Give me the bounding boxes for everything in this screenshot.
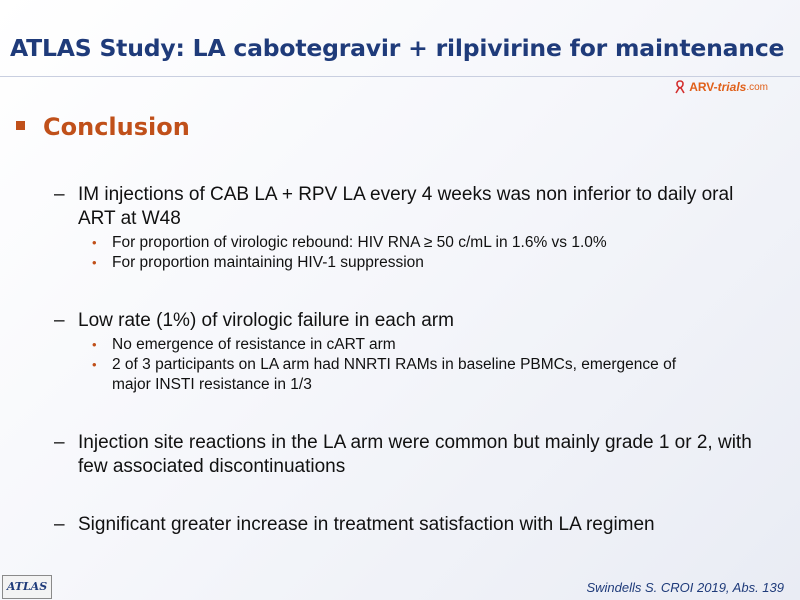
- ribbon-icon: [673, 80, 687, 94]
- arv-trials-logo: [673, 78, 768, 96]
- heading-text: Conclusion: [43, 113, 190, 141]
- logo-text-trials: trials: [717, 80, 747, 94]
- study-badge: ATLAS: [2, 575, 52, 599]
- point-text: Low rate (1%) of virologic failure in each arm: [78, 310, 454, 331]
- dash-icon: –: [54, 184, 65, 205]
- citation: Swindells S. CROI 2019, Abs. 139: [586, 580, 784, 595]
- logo-text-arv: ARV-: [689, 80, 718, 94]
- conclusion-point-3: [54, 431, 754, 479]
- conclusion-point-1: [54, 183, 774, 273]
- conclusion-point-4: [54, 513, 774, 537]
- sub-point-text: For proportion of virologic rebound: HIV RNA ≥ 50 c/mL in 1.6% vs 1.0%: [112, 234, 607, 251]
- point-text: Injection site reactions in the LA arm were common but mainly grade 1 or 2, with few associated discontinuations: [78, 432, 752, 477]
- sub-point-text: For proportion maintaining HIV-1 suppression: [112, 254, 424, 271]
- bullet-icon: •: [92, 337, 97, 352]
- bullet-icon: •: [92, 235, 97, 250]
- bullet-icon: •: [92, 255, 97, 270]
- sub-point-text: No emergence of resistance in cART arm: [112, 336, 396, 353]
- conclusion-point-2: [54, 309, 774, 395]
- dash-icon: –: [54, 310, 65, 331]
- bullet-icon: •: [92, 357, 97, 372]
- point-text: IM injections of CAB LA + RPV LA every 4 weeks was non inferior to daily oral ART at W48: [78, 184, 734, 229]
- slide-title: ATLAS Study: LA cabotegravir + rilpivirine for maintenance: [10, 34, 785, 62]
- logo-text-com: .com: [746, 81, 768, 93]
- square-bullet-icon: [16, 121, 25, 130]
- dash-icon: –: [54, 514, 65, 535]
- point-text: Significant greater increase in treatment satisfaction with LA regimen: [78, 514, 655, 535]
- section-heading: [12, 113, 190, 141]
- title-divider: [0, 76, 800, 77]
- dash-icon: –: [54, 432, 65, 453]
- sub-point-text: 2 of 3 participants on LA arm had NNRTI RAMs in baseline PBMCs, emergence of major INSTI resistance in 1/3: [112, 356, 677, 393]
